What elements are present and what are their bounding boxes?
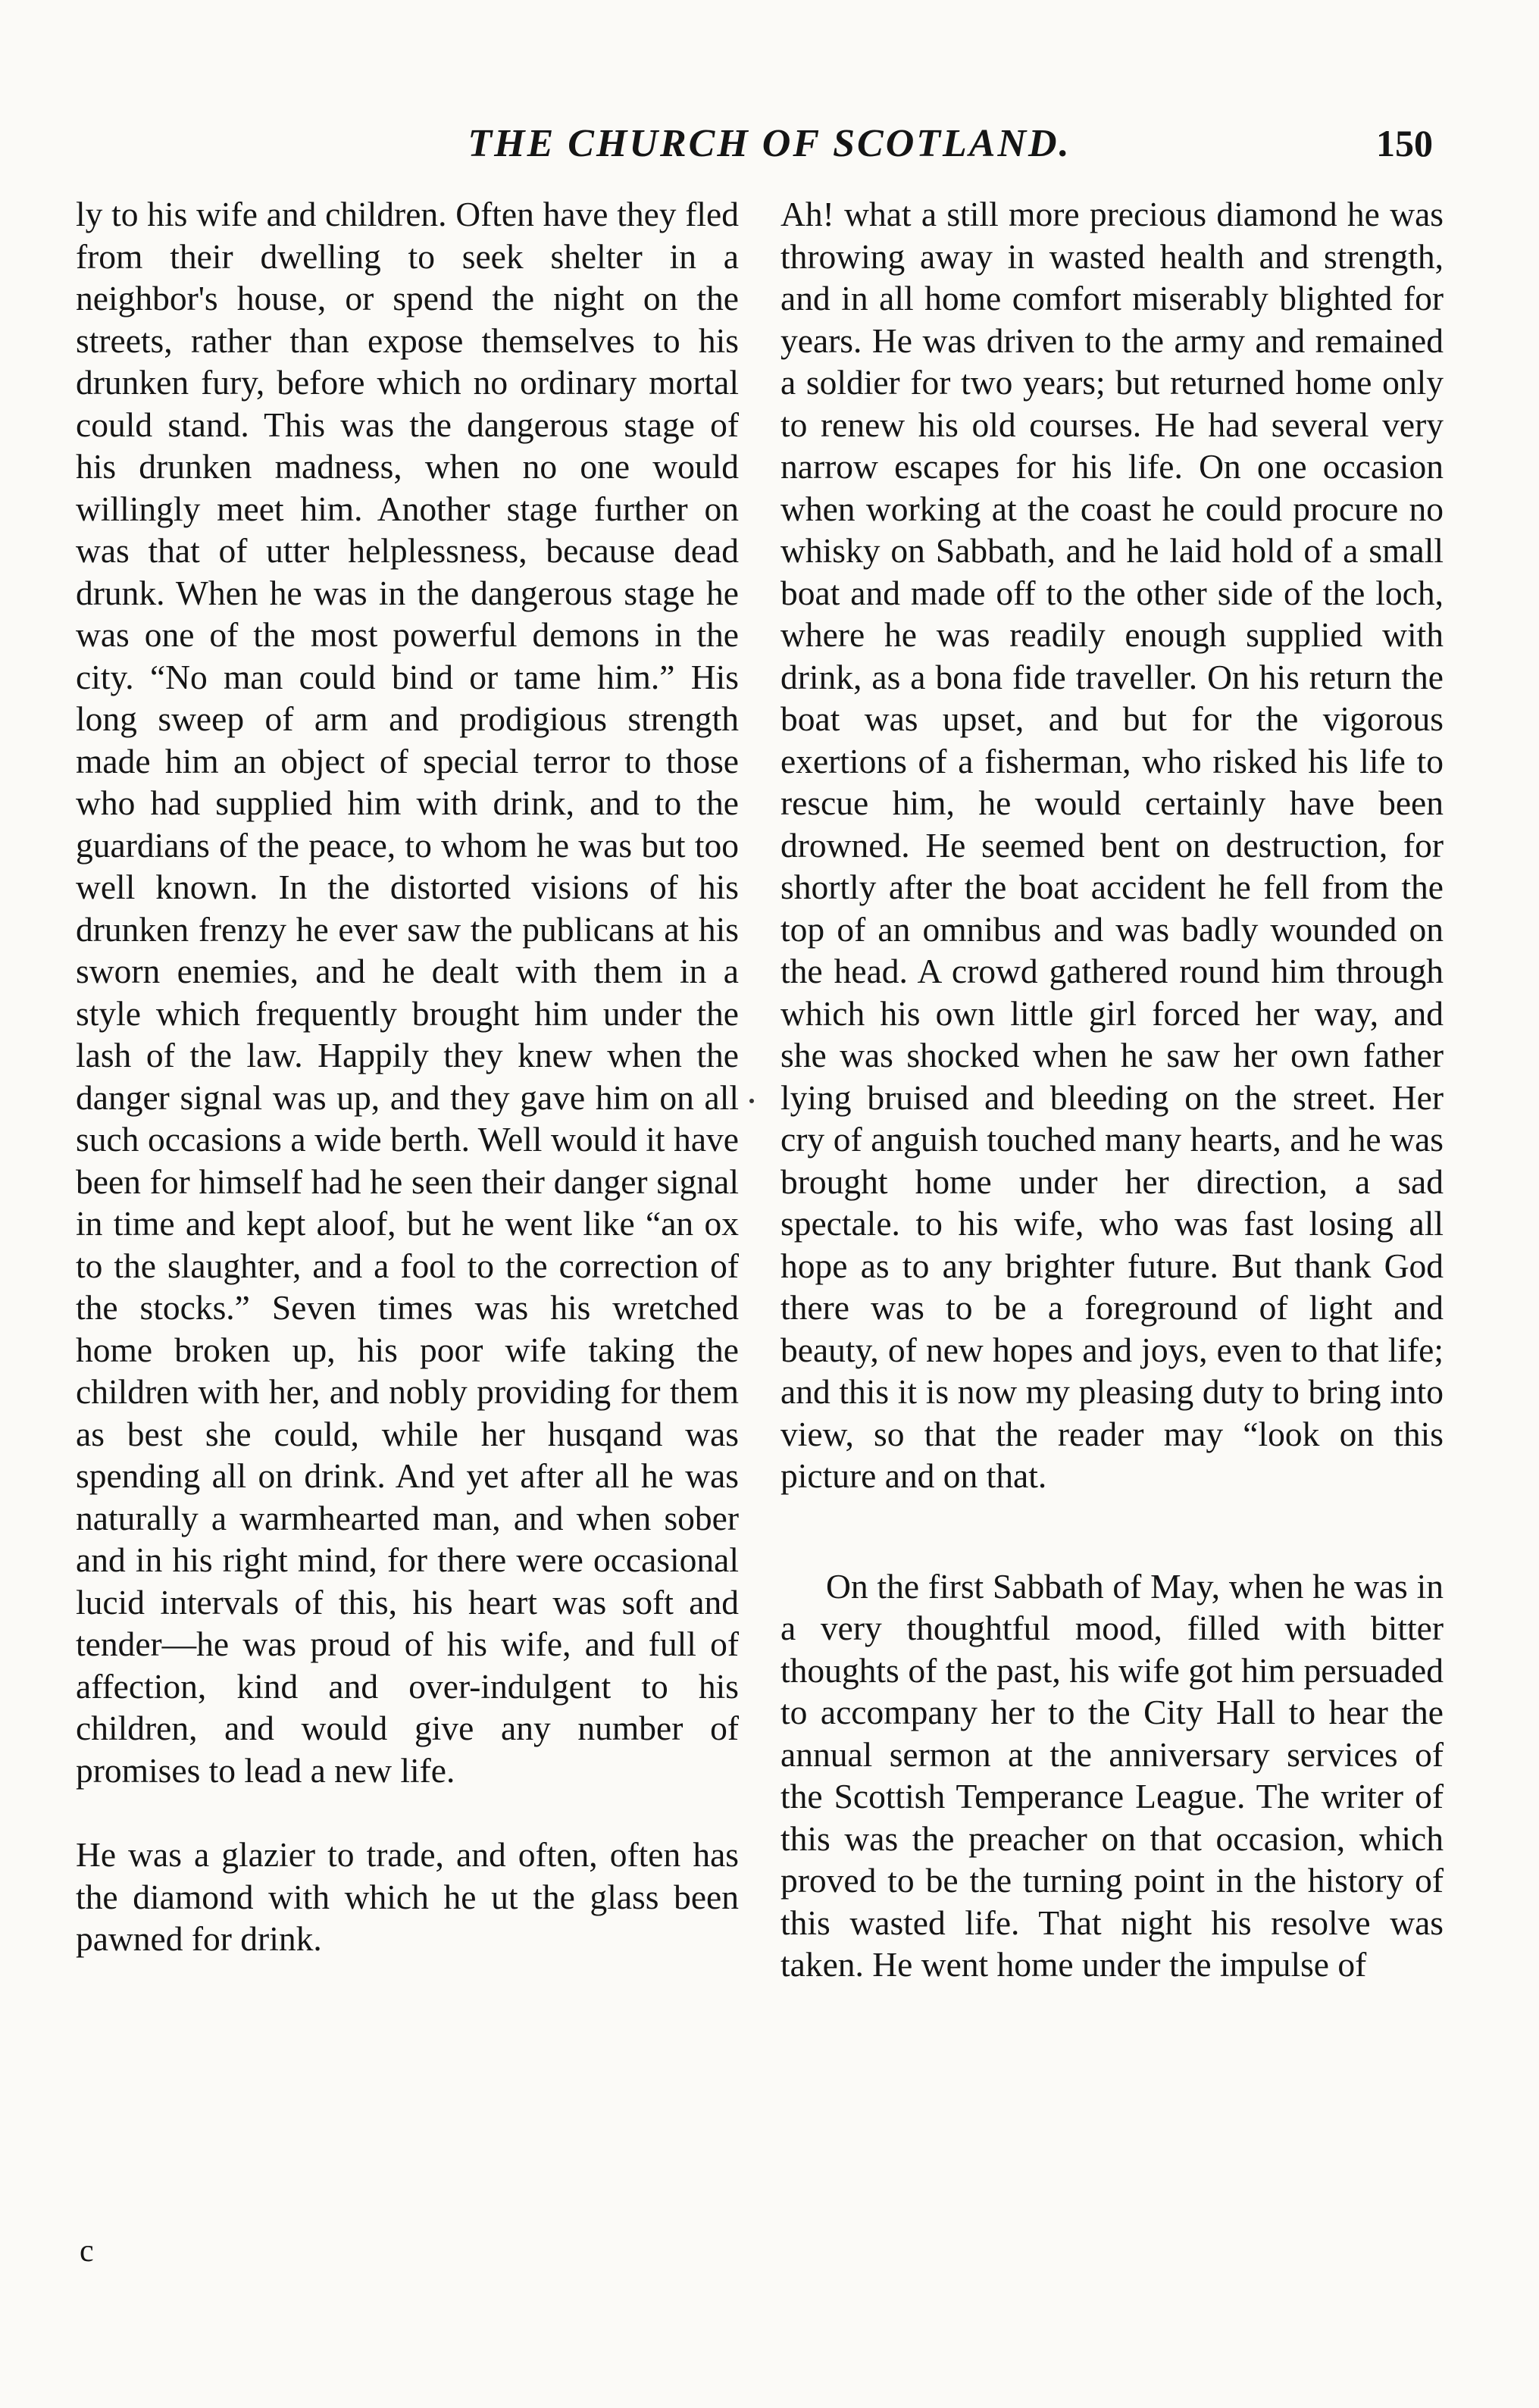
right-paragraph-1: Ah! what a still more precious diamond he was throwing away in wasted health and strength, and in all home comfort miserably blighted for years. He was driven to the army and remained a soldier for two years; but returned home only to renew his old courses. He had several very narrow escapes for his life. On one occasion when working at the coast he could procure no whisky on Sabbath, and he laid hold of a small boat and made off to the other side of the loch, where he was readily enough supplied with drink, as a bona fide traveller. On his return the boat was upset, and but for the vigorous exertions of a fisherman, who risked his life to rescue him, he would certainly have been drowned. He seemed bent on destruction, for shortly after the boat accident he fell from the top of an omnibus and was badly wounded on the head. A crowd gathered round him through which his own little girl forced her way, and she was shocked when he saw her own father lying bruised and bleeding on the street. Her cry of anguish touched many hearts, and he was brought home under her direction, a sad spectale. to his wife, who was fast losing all hope as to any brighter future. But thank God there was to be a foreground of light and beauty, of new hopes and joys, even to that life; and this it is now my pleasing duty to bring into view, so that the reader may “look on this picture and on that. [780,195,1444,1495]
signature-mark: c [80,2234,94,2269]
left-column [76,193,739,1960]
left-paragraph-1: ly to his wife and children. Often have they fled from their dwelling to seek shelter in a neighbor's house, or spend the night on the streets, rather than expose themselves to his drunken fury, before which no ordinary mortal could stand. This was the dangerous stage of his drunken madness, when no one would willingly meet him. Another stage further on was that of utter helplessness, because dead drunk. When he was in the dangerous stage he was one of the most powerful demons in the city. “No man could bind or tame him.” His long sweep of arm and prodigious strength made him an object of special terror to those who had supplied him with drink, and to the guardians of the peace, to whom he was but too well known. In the distorted visions of his drunken frenzy he ever saw the publicans at his sworn enemies, and he dealt with them in a style which frequently brought him under the lash of the law. Happily they knew when the danger signal was up, and they gave him on all such occasions a wide berth. Well would it have been for himself had he seen their danger signal in time and kept aloof, but he went like “an ox to the slaughter, and a fool to the correction of the stocks.” Seven times was his wretched home broken up, his poor wife taking the children with her, and nobly providing for them as best she could, while her husqand was spending all on drink. And yet after all he was naturally a warmhearted man, and when sober and in his right mind, for there were occasional lucid intervals of this, his heart was soft and tender—he was proud of his wife, and full of affection, kind and over-indulgent to his children, and would give any number of promises to lead a new life. [76,195,739,1790]
right-column [780,193,1444,1986]
right-paragraph-2: On the first Sabbath of May, when he was in a very thoughtful mood, filled with bitter thoughts of the past, his wife got him persuaded to accompany her to the City Hall to hear the annual sermon at the anniversary services of the Scottish Temperance League. The writer of this was the preacher on that occasion, which proved to be the turning point in the history of this wasted life. That night his resolve was taken. He went home under the impulse of [780,1566,1444,1984]
page-number: 150 [1376,122,1433,164]
column-dot [749,1099,754,1103]
left-paragraph-2: He was a glazier to trade, and often, often has the diamond with which he ut the glass been pawned for drink. [76,1835,739,1958]
page-title: THE CHURCH OF SCOTLAND. [468,122,1071,165]
running-header [0,121,1539,174]
